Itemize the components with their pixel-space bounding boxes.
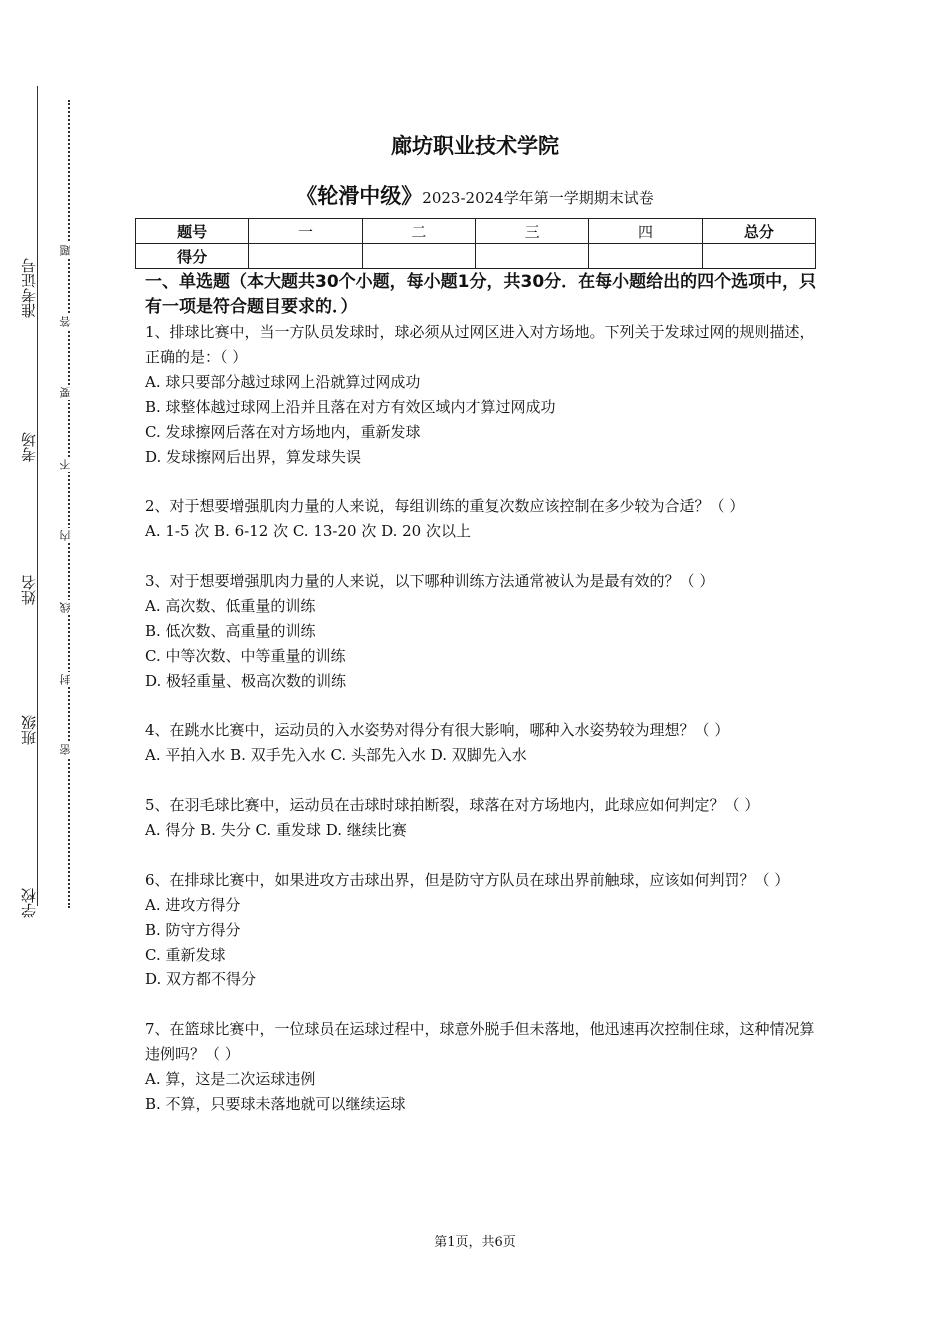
score-label: 得分 — [136, 244, 249, 269]
seal-char: 密 — [59, 744, 72, 755]
question-option: A. 1-5 次 B. 6-12 次 C. 13-20 次 D. 20 次以上 — [145, 522, 471, 541]
score-cell — [589, 244, 702, 269]
term-label: 2023-2024学年第一学期期末试卷 — [422, 189, 654, 207]
question-option: A. 进攻方得分 — [145, 895, 241, 914]
question-4 — [145, 718, 820, 768]
score-table-header-row — [136, 219, 816, 244]
question-option: C. 发球擦网后落在对方场地内，重新发球 — [145, 422, 421, 441]
part-four-header: 四 — [589, 219, 702, 244]
seal-char: 要 — [59, 387, 72, 398]
part-three-header: 三 — [475, 219, 588, 244]
school-label: 学校 — [20, 888, 38, 918]
seal-char: 封 — [59, 674, 72, 685]
exam-room-label: 考场 — [20, 432, 38, 462]
seal-char: 内 — [59, 530, 72, 541]
question-stem: 6、在排球比赛中，如果进攻方击球出界，但是防守方队员在球出界前触球，应该如何判罚？（ ） — [145, 870, 790, 889]
exam-number-label: 准考证号 — [20, 258, 38, 318]
section-heading: 一、单选题（本大题共30个小题，每小题1分，共30分．在每小题给出的四个选项中，只有一项是符合题目要求的．） — [145, 272, 817, 317]
part-one-header: 一 — [249, 219, 362, 244]
question-option: A. 球只要部分越过球网上沿就算过网成功 — [145, 372, 421, 391]
page-footer: 第1页，共6页 — [434, 1235, 516, 1250]
question-option: B. 防守方得分 — [145, 920, 241, 939]
question-stem: 5、在羽毛球比赛中，运动员在击球时球拍断裂，球落在对方场地内，此球应如何判定？（ ） — [145, 796, 760, 815]
score-table-score-row — [136, 244, 816, 269]
seal-char: 答 — [59, 316, 72, 327]
course-name: 《轮滑中级》 — [296, 184, 423, 208]
question-stem: 7、在篮球比赛中，一位球员在运球过程中，球意外脱手但未落地，他迅速再次控制住球，这种情况算违例吗？（ ） — [145, 1020, 815, 1064]
question-3 — [145, 569, 820, 694]
question-6 — [145, 868, 820, 993]
total-header: 总分 — [702, 219, 815, 244]
score-cell — [702, 244, 815, 269]
score-cell — [362, 244, 475, 269]
question-option: B. 球整体越过球网上沿并且落在对方有效区域内才算过网成功 — [145, 397, 556, 416]
seal-char: 不 — [59, 459, 72, 470]
question-stem: 2、对于想要增强肌肉力量的人来说，每组训练的重复次数应该控制在多少较为合适？（ ） — [145, 497, 745, 516]
question-list — [145, 320, 820, 1142]
seal-char: 题 — [59, 245, 72, 256]
part-two-header: 二 — [362, 219, 475, 244]
question-option: D. 双方都不得分 — [145, 970, 257, 989]
question-5 — [145, 793, 820, 843]
question-option: A. 得分 B. 失分 C. 重发球 D. 继续比赛 — [145, 821, 407, 840]
question-number-header: 题号 — [136, 219, 249, 244]
question-option: D. 极轻重量、极高次数的训练 — [145, 671, 347, 690]
question-option: A. 高次数、低重量的训练 — [145, 596, 316, 615]
question-option: D. 发球擦网后出界，算发球失误 — [145, 447, 362, 466]
exam-title — [0, 180, 950, 210]
seal-char: 线 — [59, 602, 72, 613]
question-option: A. 平拍入水 B. 双手先入水 C. 头部先入水 D. 双脚先入水 — [145, 746, 527, 765]
score-cell — [475, 244, 588, 269]
score-cell — [249, 244, 362, 269]
question-option: B. 低次数、高重量的训练 — [145, 621, 316, 640]
name-label: 姓名 — [20, 575, 38, 605]
score-table — [135, 218, 816, 269]
question-option: A. 算，这是二次运球违例 — [145, 1070, 316, 1089]
question-stem: 3、对于想要增强肌肉力量的人来说，以下哪种训练方法通常被认为是最有效的？（ ） — [145, 572, 715, 591]
question-7 — [145, 1017, 820, 1117]
question-1 — [145, 320, 820, 469]
class-label: 班级 — [20, 715, 38, 745]
question-option: C. 重新发球 — [145, 945, 226, 964]
question-option: C. 中等次数、中等重量的训练 — [145, 646, 346, 665]
seal-dotted-line — [68, 100, 70, 908]
question-2 — [145, 494, 820, 544]
question-stem: 4、在跳水比赛中，运动员的入水姿势对得分有很大影响，哪种入水姿势较为理想？（ ） — [145, 721, 730, 740]
question-option: B. 不算，只要球未落地就可以继续运球 — [145, 1095, 406, 1113]
question-stem: 1、排球比赛中，当一方队员发球时，球必须从过网区进入对方场地。下列关于发球过网的规则描述，正确的是：（ ） — [145, 323, 815, 366]
school-name: 廊坊职业技术学院 — [391, 134, 559, 158]
